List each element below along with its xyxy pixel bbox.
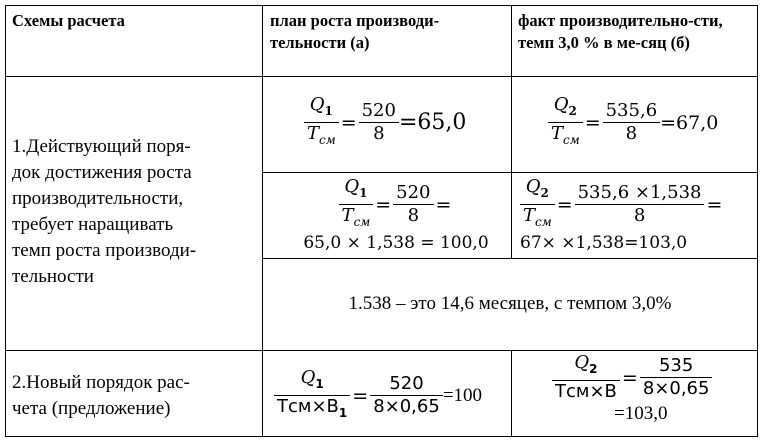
equals: = (584, 111, 601, 134)
denominator: 8×0,65 (373, 396, 440, 417)
subscript: см (535, 215, 552, 229)
row1-divider-b (262, 258, 758, 259)
var: Q (309, 94, 325, 115)
var: Q (300, 367, 316, 388)
equals: = (352, 384, 369, 407)
var: T (551, 123, 564, 144)
header-fact (518, 10, 752, 54)
equals: = (706, 193, 723, 216)
numerator: 535,6 ×1,538 (577, 182, 702, 203)
equals: = (435, 193, 452, 216)
numerator: 535,6 (605, 100, 658, 121)
formula-fact-2-result: 67× ×1,538=103,0 (520, 233, 688, 253)
col-divider-2b (511, 350, 512, 437)
header-fact-text: факт производительно-сти, темп 3,0 % в ме-сяц (б) (518, 11, 723, 52)
table-border-left (5, 5, 6, 437)
subscript: см (319, 133, 336, 147)
col-divider-2a (511, 5, 512, 259)
row2-label-line: 2.Новый порядок рас- (12, 372, 190, 393)
row1-label-line: темп роста производи- (12, 240, 197, 261)
equals: = (621, 366, 638, 389)
formula-plan-2 (285, 176, 507, 253)
numerator: 520 (396, 182, 431, 203)
header-plan-text: план роста производи-тельности (а) (270, 11, 440, 52)
var: T (307, 123, 320, 144)
header-divider (5, 76, 758, 77)
equals: = (340, 111, 357, 134)
row1-label-line: док достижения роста (12, 162, 192, 183)
table-border-bottom (5, 436, 758, 437)
var: T (341, 205, 354, 226)
subscript: 1 (359, 186, 368, 200)
conversion-note (263, 293, 757, 315)
subscript: 1 (315, 377, 324, 391)
subscript: 2 (540, 186, 549, 200)
numerator: 535 (658, 355, 694, 376)
formula-plan-1 (304, 94, 466, 151)
equals: = (556, 193, 573, 216)
table-border-right (757, 5, 758, 437)
formula-new-fact (552, 352, 712, 425)
var: Q (525, 176, 541, 197)
row1-divider-a (262, 172, 758, 173)
row1-label-line: тельности (12, 266, 94, 287)
result: =67,0 (660, 111, 719, 134)
subscript: 2 (568, 104, 577, 118)
row1-label-line: требует наращивать (12, 214, 174, 235)
row1-label (12, 134, 260, 290)
row2-label (12, 370, 260, 422)
row-divider (5, 350, 758, 351)
numerator: 520 (389, 373, 424, 394)
col-divider-1 (262, 5, 263, 437)
equals: = (375, 193, 392, 216)
denominator-label: Тсм×В (555, 381, 617, 402)
formula-fact-1 (548, 94, 718, 151)
denominator: 8 (633, 205, 646, 226)
result: =100 (442, 384, 483, 406)
subscript: см (353, 215, 371, 229)
var: Q (553, 94, 569, 115)
denominator: 8 (373, 123, 385, 144)
subscript: 2 (589, 362, 598, 376)
denominator-label: Тсм×В (277, 396, 339, 417)
row2-label-line: чета (предложение) (12, 398, 171, 419)
row1-label-line: производительности, (12, 188, 184, 209)
denominator: 8 (625, 123, 638, 144)
var: T (523, 205, 536, 226)
header-schemes (12, 10, 257, 32)
denominator: 8×0,65 (642, 378, 710, 399)
result: =103,0 (614, 403, 668, 424)
formula-fact-2 (520, 176, 754, 253)
var: Q (344, 176, 360, 197)
numerator: 520 (361, 100, 396, 121)
row1-label-line: 1.Действующий поря- (12, 136, 191, 157)
formula-plan-2-result: 65,0 × 1,538 = 100,0 (303, 233, 489, 253)
denominator: 8 (407, 205, 420, 226)
subscript: 1 (324, 104, 333, 118)
subscript: см (563, 133, 580, 147)
header-plan (270, 10, 506, 54)
table-border-top (5, 5, 758, 6)
subscript: 1 (338, 406, 348, 420)
var: Q (574, 352, 590, 373)
header-schemes-text: Схемы расчета (12, 11, 125, 30)
formula-new-plan (274, 367, 482, 424)
conversion-note-text: 1.538 – это 14,6 месяцев, с темпом 3,0% (348, 293, 672, 314)
result: =65,0 (398, 110, 467, 135)
